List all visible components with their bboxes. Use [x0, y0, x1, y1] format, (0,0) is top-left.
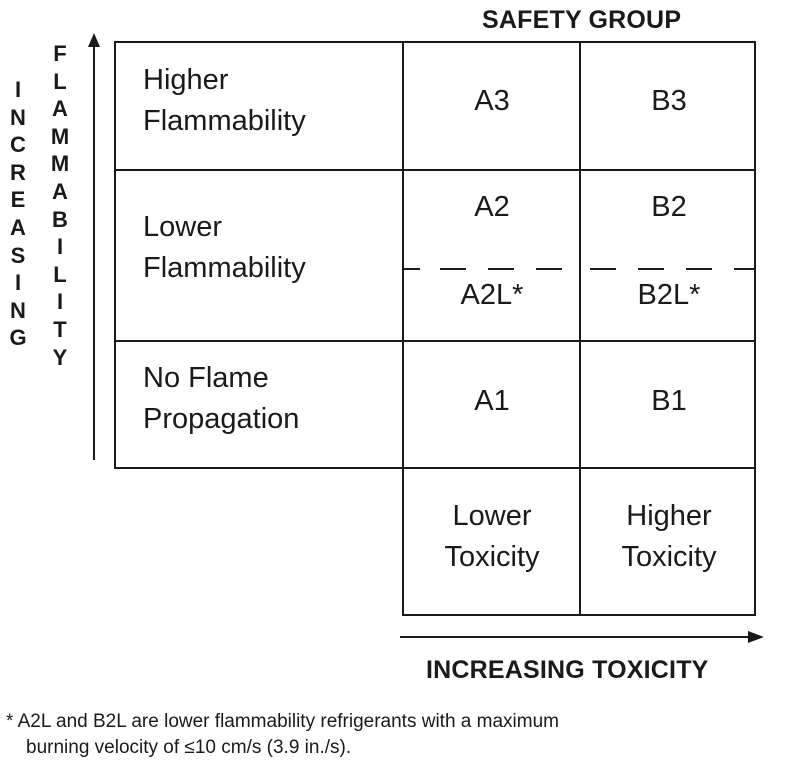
flammability-axis-arrow-head	[88, 33, 100, 47]
footnote: * A2L and B2L are lower flammability refrigerants with a maximum burning velocity of ≤10 cm/s (3.9 in./s).	[6, 711, 559, 758]
increasing-toxicity-label: INCREASING TOXICITY	[426, 656, 709, 684]
grid-row2-border	[114, 340, 756, 342]
toxicity-axis-arrow-head	[748, 631, 764, 643]
cell-a2: A2	[474, 191, 510, 223]
row-label-higher-flammability: Higher Flammability	[143, 64, 306, 137]
vertical-axis-word-flammability: F L A M M A B I L I T Y	[50, 41, 70, 370]
grid-row1-border	[114, 169, 756, 171]
grid-row3-border	[114, 467, 756, 469]
safety-group-title: SAFETY GROUP	[482, 6, 682, 34]
row-label-no-flame-propagation: No Flame Propagation	[143, 362, 300, 435]
toxicity-box-bottom-border	[402, 614, 756, 616]
column-label-lower-toxicity: Lower Toxicity	[444, 500, 540, 573]
column-label-higher-toxicity: Higher Toxicity	[621, 500, 717, 573]
flammability-axis-arrow-shaft	[93, 44, 95, 460]
grid-top-border	[114, 41, 756, 43]
cell-b2l: B2L*	[637, 279, 701, 311]
toxicity-axis-arrow-shaft	[400, 636, 750, 638]
cell-a3: A3	[474, 85, 510, 117]
cell-a1: A1	[474, 385, 510, 417]
cell-a2l: A2L*	[460, 279, 524, 311]
row-label-lower-flammability: Lower Flammability	[143, 211, 306, 284]
cell-b1: B1	[651, 385, 687, 417]
cell-b2: B2	[651, 191, 687, 223]
grid-left-border	[114, 41, 116, 469]
cell-b3: B3	[651, 85, 687, 117]
vertical-axis-word-increasing: I N C R E A S I N G	[9, 77, 27, 351]
